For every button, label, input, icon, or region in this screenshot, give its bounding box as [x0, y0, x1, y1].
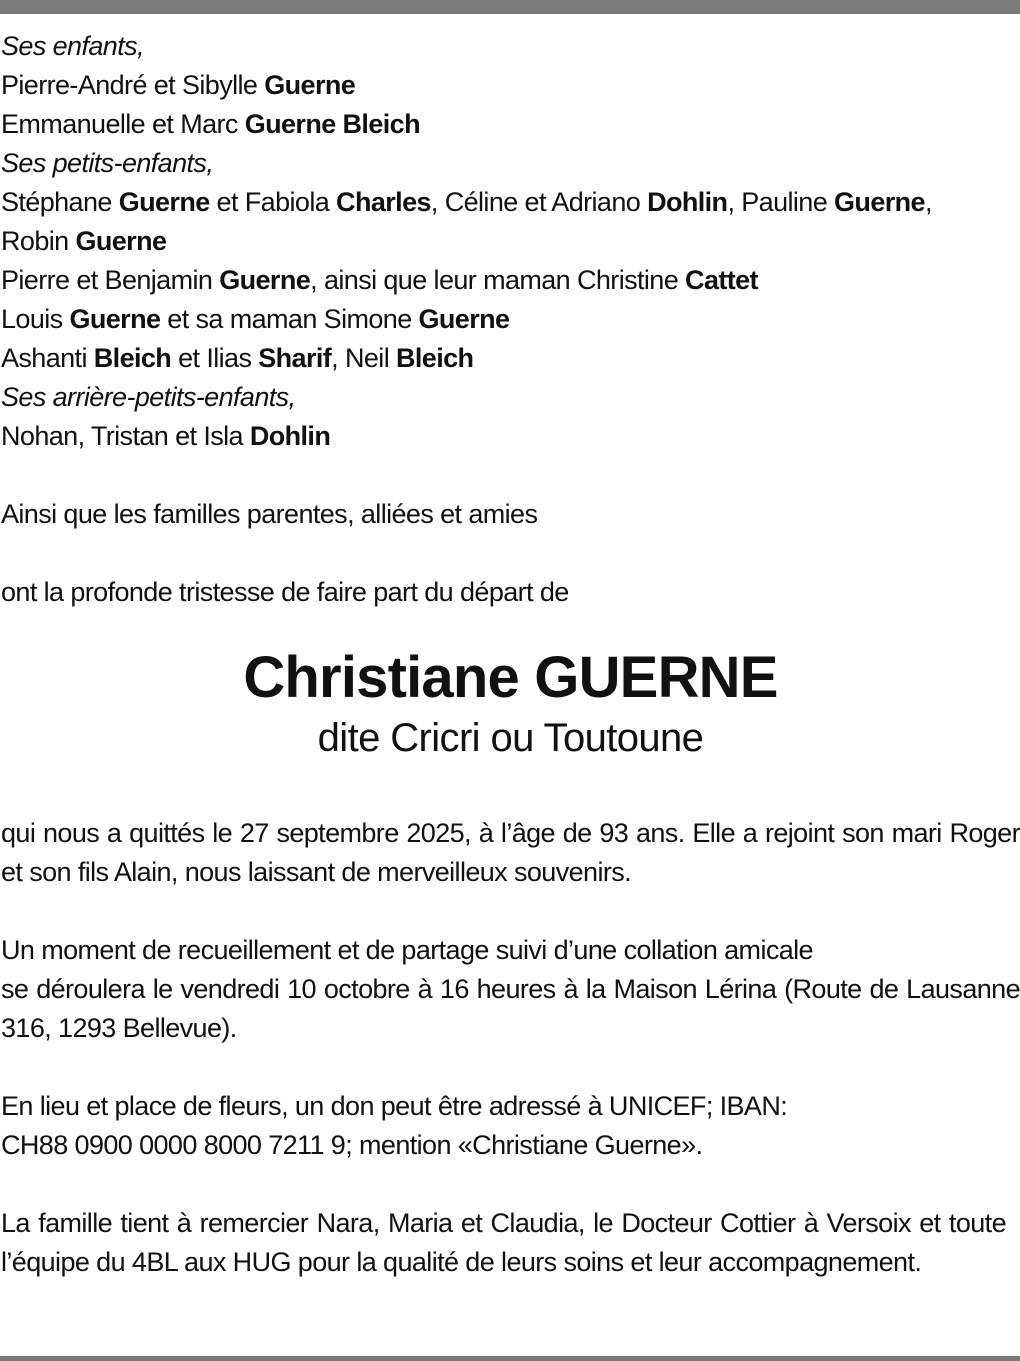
spacer: [1, 534, 1020, 573]
name-text: Pierre et Benjamin: [1, 265, 220, 295]
surname: Sharif: [258, 343, 332, 373]
children-heading: Ses enfants,: [1, 31, 144, 61]
gathering-line-1: Un moment de recueillement et de partage suivi d’une collation amicale: [1, 935, 813, 965]
surname: Guerne: [118, 187, 210, 217]
child-line: Pierre-André et Sibylle Guerne: [1, 70, 356, 100]
gathering-line-2: se déroulera le vendredi 10 octobre à 16 heures à la Maison Lérina (Route de Lausanne 316, 1293 Bellevue).: [1, 974, 1020, 1043]
surname: Dohlin: [647, 187, 728, 217]
donation-line-1: En lieu et place de fleurs, un don peut être adressé à UNICEF; IBAN:: [1, 1091, 788, 1121]
name-text: et Ilias: [171, 343, 259, 373]
surname: Cattet: [685, 265, 758, 295]
child-line: Emmanuelle et Marc Guerne Bleich: [1, 109, 420, 139]
name-text: et Fabiola: [209, 187, 337, 217]
grandchildren-line: [1, 300, 1020, 339]
name-text: , Neil: [331, 343, 396, 373]
grandchildren-line: [1, 222, 1020, 261]
great-grandchildren-line: Nohan, Tristan et Isla Dohlin: [1, 421, 331, 451]
extended-family-line: Ainsi que les familles parentes, alliées et amies: [1, 499, 538, 529]
top-rule: [0, 0, 1020, 14]
deceased-nickname: dite Cricri ou Toutoune: [317, 716, 704, 760]
donation-line-2: CH88 0900 0000 8000 7211 9; mention «Christiane Guerne».: [1, 1130, 703, 1160]
name-text: , Céline et Adriano: [430, 187, 648, 217]
surname: Bleich: [396, 343, 474, 373]
grandchildren-heading: Ses petits-enfants,: [1, 148, 214, 178]
surname: Bleich: [93, 343, 172, 373]
name-text: , ainsi que leur maman Christine: [310, 265, 686, 295]
surname: Guerne: [219, 265, 311, 295]
grandchildren-line: [1, 183, 1020, 222]
announcement-line: ont la profonde tristesse de faire part du départ de: [1, 577, 569, 607]
spacer: [1, 1165, 1020, 1204]
name-text: , Pauline: [727, 187, 835, 217]
name-text: Louis: [1, 304, 70, 334]
deceased-name: Christiane GUERNE: [243, 645, 778, 710]
grandchildren-line: [1, 261, 1020, 300]
name-text: et sa maman Simone: [160, 304, 419, 334]
thanks-paragraph: La famille tient à remercier Nara, Maria et Claudia, le Docteur Cottier à Versoix et toute l’équipe du 4BL aux HUG pour la qualité de leurs soins et leur accompagnement.: [1, 1208, 1006, 1277]
spacer: [1, 892, 1020, 931]
great-grandchildren-heading: Ses arrière-petits-enfants,: [1, 382, 296, 412]
surname: Charles: [336, 187, 431, 217]
notice-body: [1, 27, 1020, 1282]
surname: Guerne: [69, 304, 161, 334]
passing-paragraph: qui nous a quittés le 27 septembre 2025, à l’âge de 93 ans. Elle a rejoint son mari Roger et son fils Alain, nous laissant de merveilleux souvenirs.: [1, 818, 1020, 887]
surname: Guerne: [834, 187, 925, 217]
surname: Guerne: [418, 304, 510, 334]
grandchildren-line: [1, 339, 1020, 378]
spacer: [1, 1048, 1020, 1087]
name-text: Stéphane: [1, 187, 119, 217]
name-text: Ashanti: [1, 343, 94, 373]
surname: Guerne: [75, 226, 167, 256]
bottom-rule: [0, 1356, 1020, 1361]
name-text: ,: [924, 187, 932, 217]
spacer: [1, 456, 1020, 495]
name-text: Robin: [1, 226, 76, 256]
